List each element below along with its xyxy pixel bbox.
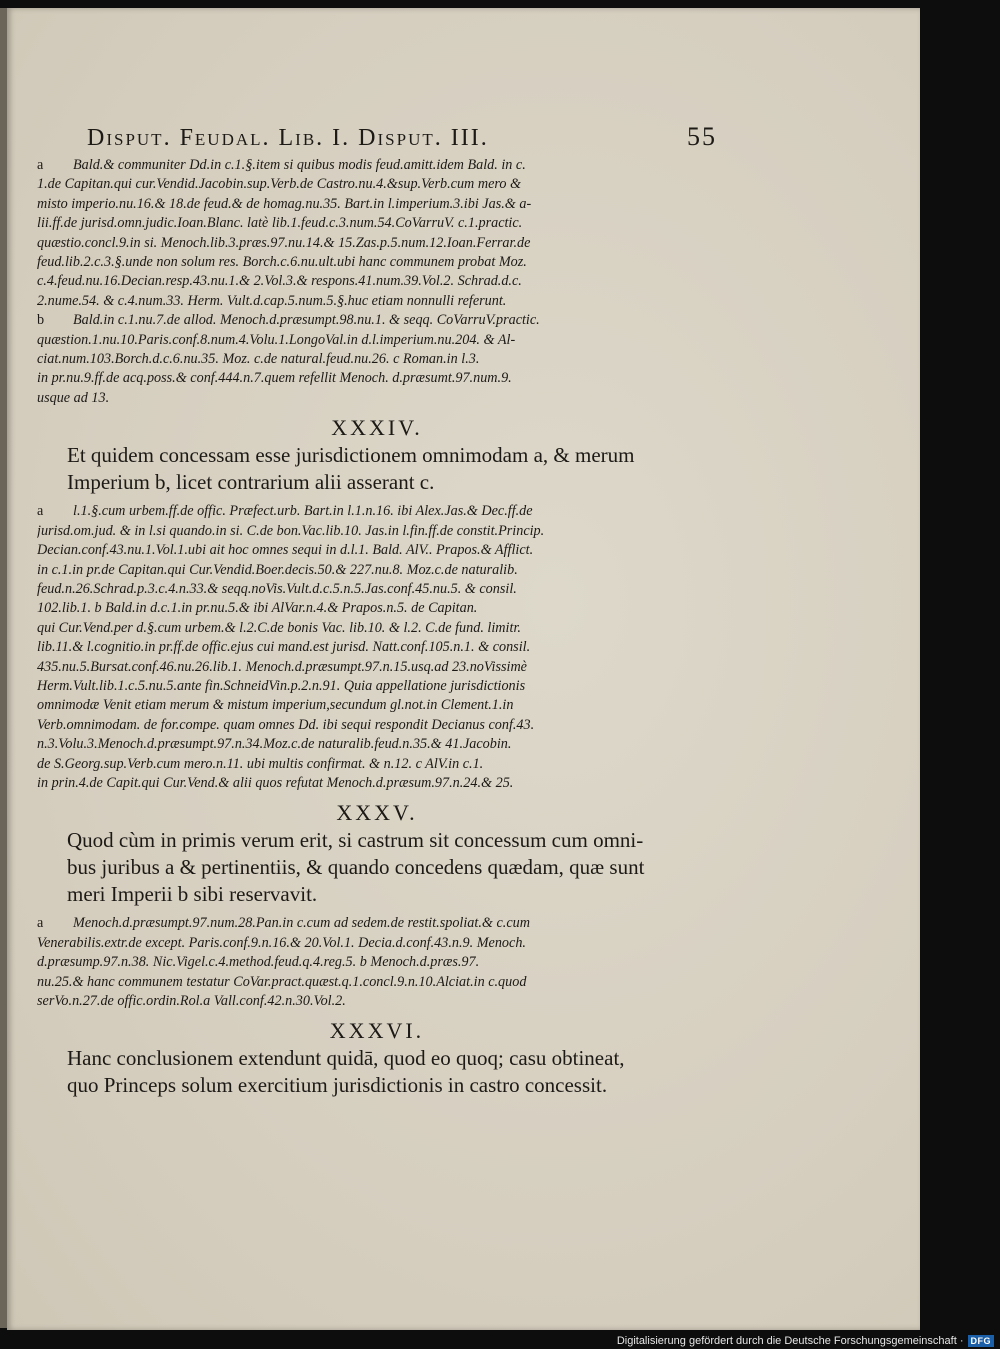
footnote-block bbox=[37, 502, 717, 793]
text-block bbox=[37, 121, 717, 1099]
body-line: Et quidem concessam esse jurisdictionem omnimodam a, & merum bbox=[67, 443, 635, 468]
note-line: c.4.feud.nu.16.Decian.resp.43.nu.1.& 2.Vol.3.& respons.41.num.39.Vol.2. Schrad.d.c. bbox=[37, 273, 522, 290]
note-line: omnimodæ Venit etiam merum & mistum imperium,secundum gl.not.in Clement.1.in bbox=[37, 697, 514, 714]
section-numeral: XXXV. bbox=[336, 800, 418, 826]
note-line: d.præsump.97.n.38. Nic.Vigel.c.4.method.feud.q.4.reg.5. b Menoch.d.præs.97. bbox=[37, 954, 480, 971]
body-line: Quod cùm in primis verum erit, si castrum sit concessum cum omni- bbox=[67, 828, 644, 853]
note-line: Decian.conf.43.nu.1.Vol.1.ubi ait hoc omnes sequi in d.l.1. Bald. AlV.. Prapos.& Afflict. bbox=[37, 542, 534, 559]
note-line: usque ad 13. bbox=[37, 389, 110, 406]
note-mark: a bbox=[37, 503, 44, 520]
page-number: 55 bbox=[687, 122, 717, 151]
note-line: b Bald.in c.1.nu.7.de allod. Menoch.d.præsumpt.98.nu.1. & seqq. CoVarruV.practic. bbox=[37, 311, 717, 330]
note-line: quæstio.concl.9.in si. Menoch.lib.3.præs.97.nu.14.& 15.Zas.p.5.num.12.Ioan.Ferrar.de bbox=[37, 234, 531, 251]
main-paragraph bbox=[67, 827, 717, 908]
footer-text: Digitalisierung gefördert durch die Deutsche Forschungsgemeinschaft · bbox=[616, 1335, 964, 1347]
note-line: in prin.4.de Capit.qui Cur.Vend.& alii quos refutat Menoch.d.præsum.97.n.24.& 25. bbox=[37, 774, 514, 791]
body-line: bus juribus a & pertinentiis, & quando concedens quædam, quæ sunt bbox=[67, 855, 645, 880]
running-header bbox=[87, 121, 717, 154]
note-line: 102.lib.1. b Bald.in d.c.1.in pr.nu.5.& ibi AlVar.n.4.& Prapos.n.5. de Capitan. bbox=[37, 600, 478, 617]
header-title: Disput. Feudal. Lib. I. Disput. III. bbox=[87, 125, 489, 151]
body-line: meri Imperii b sibi reservavit. bbox=[67, 882, 318, 907]
dfg-logo-icon: DFG bbox=[968, 1335, 995, 1347]
section-numeral: XXXIV. bbox=[331, 415, 423, 441]
footnote-block bbox=[37, 914, 717, 1011]
note-line: in pr.nu.9.ff.de acq.poss.& conf.444.n.7.quem refellit Menoch. d.præsumt.97.num.9. bbox=[37, 370, 512, 387]
note-mark: a bbox=[37, 157, 44, 173]
book-page bbox=[7, 8, 920, 1330]
scan-edge bbox=[0, 8, 7, 1328]
note-line: misto imperio.nu.16.& 18.de feud.& de homag.nu.35. Bart.in l.imperium.3.ibi Jas.& a- bbox=[37, 195, 532, 212]
note-line: a Menoch.d.præsumpt.97.num.28.Pan.in c.cum ad sedem.de restit.spoliat.& c.cum bbox=[37, 914, 717, 933]
note-line: qui Cur.Vend.per d.§.cum urbem.& l.2.C.de bonis Vac. lib.10. & l.2. C.de fund. limitr. bbox=[37, 619, 521, 636]
note-line: jurisd.om.jud. & in l.si quando.in si. C.de bon.Vac.lib.10. Jas.in l.fin.ff.de constit.Princip. bbox=[37, 522, 545, 539]
section-numeral: XXXVI. bbox=[329, 1018, 425, 1044]
note-line: feud.lib.2.c.3.§.unde non solum res. Borch.c.6.nu.ult.ubi hanc communem probat Moz. bbox=[37, 254, 527, 271]
note-line: Verb.omnimodam. de for.compe. quam omnes Dd. ibi sequi respondit Decianus conf.43. bbox=[37, 716, 535, 733]
note-mark: a bbox=[37, 915, 44, 932]
dfg-footer bbox=[617, 1335, 994, 1347]
note-line: nu.25.& hanc communem testatur CoVar.pract.quæst.q.1.concl.9.n.10.Alciat.in c.quod bbox=[37, 973, 527, 990]
note-line: a Bald.& communiter Dd.in c.1.§.item si quibus modis feud.amitt.idem Bald. in c. bbox=[37, 156, 717, 175]
note-line: n.3.Volu.3.Menoch.d.præsumpt.97.n.34.Moz.c.de naturalib.feud.n.35.& 41.Jacobin. bbox=[37, 736, 512, 753]
note-line: de S.Georg.sup.Verb.cum mero.n.11. ubi multis confirmat. & n.12. c AlV.in c.1. bbox=[37, 755, 484, 772]
note-line: 435.nu.5.Bursat.conf.46.nu.26.lib.1. Menoch.d.præsumpt.97.n.15.usq.ad 23.noVissimè bbox=[37, 658, 527, 675]
note-line: Herm.Vult.lib.1.c.5.nu.5.ante fin.SchneidVin.p.2.n.91. Quia appellatione jurisdictionis bbox=[37, 677, 526, 694]
main-paragraph bbox=[67, 442, 717, 496]
note-line: lib.11.& l.cognitio.in pr.ff.de offic.ejus cui mand.est jurisd. Natt.conf.105.n.1. & consil. bbox=[37, 639, 531, 656]
body-line: Imperium b, licet contrarium alii asserant c. bbox=[67, 470, 435, 495]
note-line: ciat.num.103.Borch.d.c.6.nu.35. Moz. c.de natural.feud.nu.26. c Roman.in l.3. bbox=[37, 351, 480, 368]
note-line: quæstion.1.nu.10.Paris.conf.8.num.4.Volu.1.LongoVal.in d.l.imperium.nu.204. & Al- bbox=[37, 331, 516, 348]
note-line: in c.1.in pr.de Capitan.qui Cur.Vendid.Boer.decis.50.& 227.nu.8. Moz.c.de naturalib. bbox=[37, 561, 518, 578]
note-line: 1.de Capitan.qui cur.Vendid.Jacobin.sup.Verb.de Castro.nu.4.&sup.Verb.cum mero & bbox=[37, 176, 522, 193]
note-line: serVo.n.27.de offic.ordin.Rol.a Vall.conf.42.n.30.Vol.2. bbox=[37, 993, 346, 1009]
body-line: Hanc conclusionem extendunt quidā, quod eo quoq; casu obtineat, bbox=[67, 1046, 625, 1071]
note-line: 2.nume.54. & c.4.num.33. Herm. Vult.d.cap.5.num.5.§.huc etiam nonnulli referunt. bbox=[37, 292, 507, 309]
body-line: quo Princeps solum exercitium jurisdictionis in castro concessit. bbox=[67, 1073, 608, 1098]
note-line: feud.n.26.Schrad.p.3.c.4.n.33.& seqq.noVis.Vult.d.c.5.n.5.Jas.conf.45.nu.5. & consil. bbox=[37, 580, 517, 597]
main-paragraph bbox=[67, 1045, 717, 1099]
note-line: lii.ff.de jurisd.omn.judic.Ioan.Blanc. latè lib.1.feud.c.3.num.54.CoVarruV. c.1.practic. bbox=[37, 215, 523, 232]
note-mark: b bbox=[37, 312, 45, 329]
footnote-block bbox=[37, 156, 717, 408]
note-line: Venerabilis.extr.de except. Paris.conf.9.n.16.& 20.Vol.1. Decia.d.conf.43.n.9. Menoch. bbox=[37, 934, 526, 951]
note-line: a l.1.§.cum urbem.ff.de offic. Præfect.urb. Bart.in l.1.n.16. ibi Alex.Jas.& Dec.ff.de bbox=[37, 502, 717, 521]
